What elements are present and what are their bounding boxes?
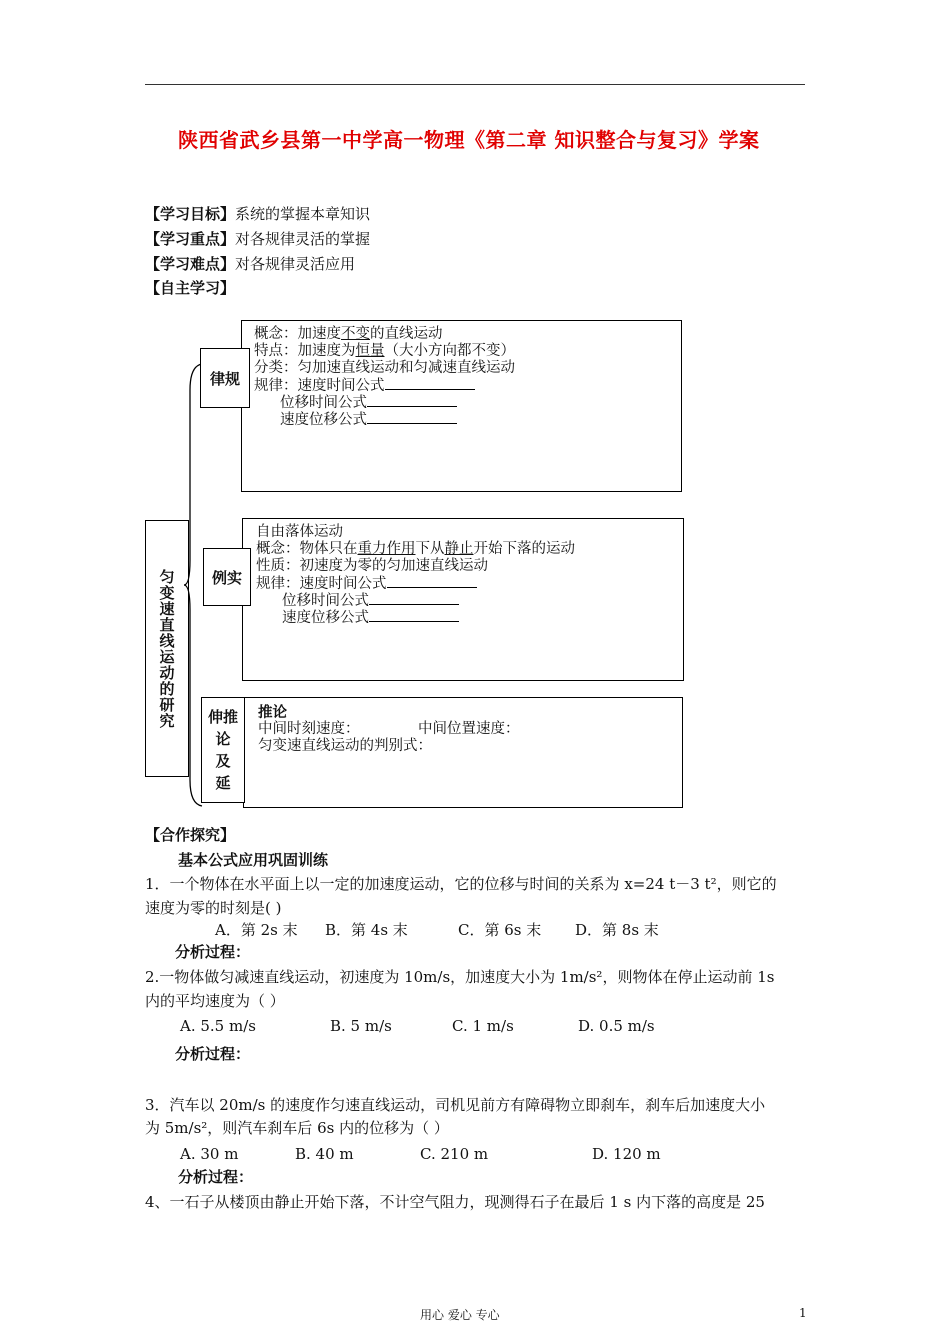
extension-label-top: 伸推: [207, 708, 238, 726]
rules-label: 律规: [209, 369, 240, 388]
goal-text: 系统的掌握本章知识: [235, 205, 371, 223]
q2-opt-c: C. 1 m/s: [452, 1017, 514, 1035]
q1-opt-d: D．第 8s 末: [575, 921, 659, 939]
page-number: 1: [799, 1306, 807, 1320]
q2-opt-a: A. 5.5 m/s: [180, 1017, 256, 1035]
q3-opt-c: C. 210 m: [420, 1145, 489, 1163]
q4-line1: 4、一石子从楼顶由静止开始下落，不计空气阻力，现测得石子在最后 1 s 内下落的高度是 25: [145, 1193, 765, 1211]
rules-vel: 速度位移公式: [280, 411, 457, 429]
extension-mid-time: 中间时刻速度：: [258, 721, 360, 737]
example-label: 例实: [211, 568, 242, 587]
goal-row: [145, 203, 370, 224]
q3-line2: 为 5m/s²，则汽车刹车后 6s 内的位移为（ ）: [145, 1119, 449, 1137]
extension-label-bot2: 延: [215, 774, 231, 792]
q1-opt-c: C．第 6s 末: [458, 921, 542, 939]
example-law: 规律：速度时间公式: [256, 575, 477, 593]
extension-criterion: 匀变速直线运动的判别式：: [258, 738, 432, 754]
q1-opt-a: A．第 2s 末: [215, 921, 298, 939]
example-vel: 速度位移公式: [282, 609, 459, 627]
q3-opt-d: D. 120 m: [592, 1145, 661, 1163]
header-rule: [145, 84, 805, 85]
self-study-row: [145, 277, 235, 298]
key-row: [145, 228, 370, 249]
q2-line2: 内的平均速度为（ ）: [145, 992, 285, 1010]
cooperate-row: [145, 824, 235, 845]
cooperate-subtitle: 基本公式应用巩固训练: [178, 851, 329, 869]
q1-line2: 速度为零的时刻是( ): [145, 899, 282, 917]
q2-opt-d: D. 0.5 m/s: [578, 1017, 655, 1035]
q2-opt-b: B. 5 m/s: [330, 1017, 392, 1035]
example-concept: 概念：物体只在重力作用下从静止开始下落的运动: [256, 541, 575, 557]
example-title: 自由落体运动: [256, 524, 343, 540]
extension-label-mid: 论: [215, 730, 231, 748]
rules-label-box: [200, 348, 250, 408]
q1-analysis: 分析过程：: [175, 943, 251, 961]
rules-disp: 位移时间公式: [280, 394, 457, 412]
rules-law: 规律：速度时间公式: [254, 377, 475, 395]
extension-label-box: [201, 697, 245, 803]
extension-heading: 推论: [258, 704, 287, 721]
page-title: 陕西省武乡县第一中学高一物理《第二章 知识整合与复习》学案: [178, 128, 760, 152]
q2-line1: 2.一物体做匀减速直线运动，初速度为 10m/s，加速度大小为 1m/s²，则物体在停止运动前 1s: [145, 968, 775, 986]
rules-concept: 概念：加速度不变的直线运动: [254, 326, 443, 342]
example-nature: 性质：初速度为零的匀加速直线运动: [256, 558, 488, 574]
q3-analysis: 分析过程：: [178, 1168, 254, 1186]
extension-label-bot1: 及: [215, 752, 231, 770]
q3-line1: 3．汽车以 20m/s 的速度作匀速直线运动，司机见前方有障碍物立即刹车，刹车后加速度大小: [145, 1096, 766, 1114]
q1-opt-b: B．第 4s 末: [325, 921, 408, 939]
key-text: 对各规律灵活的掌握: [235, 230, 371, 248]
main-topic-label: 匀变速直线运动的研究: [157, 568, 176, 729]
key-label: 【学习重点】: [145, 230, 236, 248]
self-study-label: 【自主学习】: [145, 279, 236, 297]
q3-opt-b: B. 40 m: [295, 1145, 354, 1163]
goal-label: 【学习目标】: [145, 205, 236, 223]
q2-analysis: 分析过程：: [175, 1045, 251, 1063]
example-label-box: [203, 548, 251, 606]
difficult-label: 【学习难点】: [145, 255, 236, 273]
example-disp: 位移时间公式: [282, 592, 459, 610]
q3-opt-a: A. 30 m: [180, 1145, 239, 1163]
difficult-row: [145, 253, 355, 274]
footer-text: 用心 爱心 专心: [420, 1308, 500, 1322]
rules-class: 分类：匀加速直线运动和匀减速直线运动: [254, 360, 515, 376]
extension-mid-pos: 中间位置速度：: [418, 721, 520, 737]
cooperate-label: 【合作探究】: [145, 826, 236, 844]
rules-feature: 特点：加速度为恒量（大小方向都不变）: [254, 343, 515, 359]
difficult-text: 对各规律灵活应用: [235, 255, 356, 273]
q1-line1: 1．一个物体在水平面上以一定的加速度运动，它的位移与时间的关系为 x=24 t－3 t²，则它的: [145, 875, 777, 893]
